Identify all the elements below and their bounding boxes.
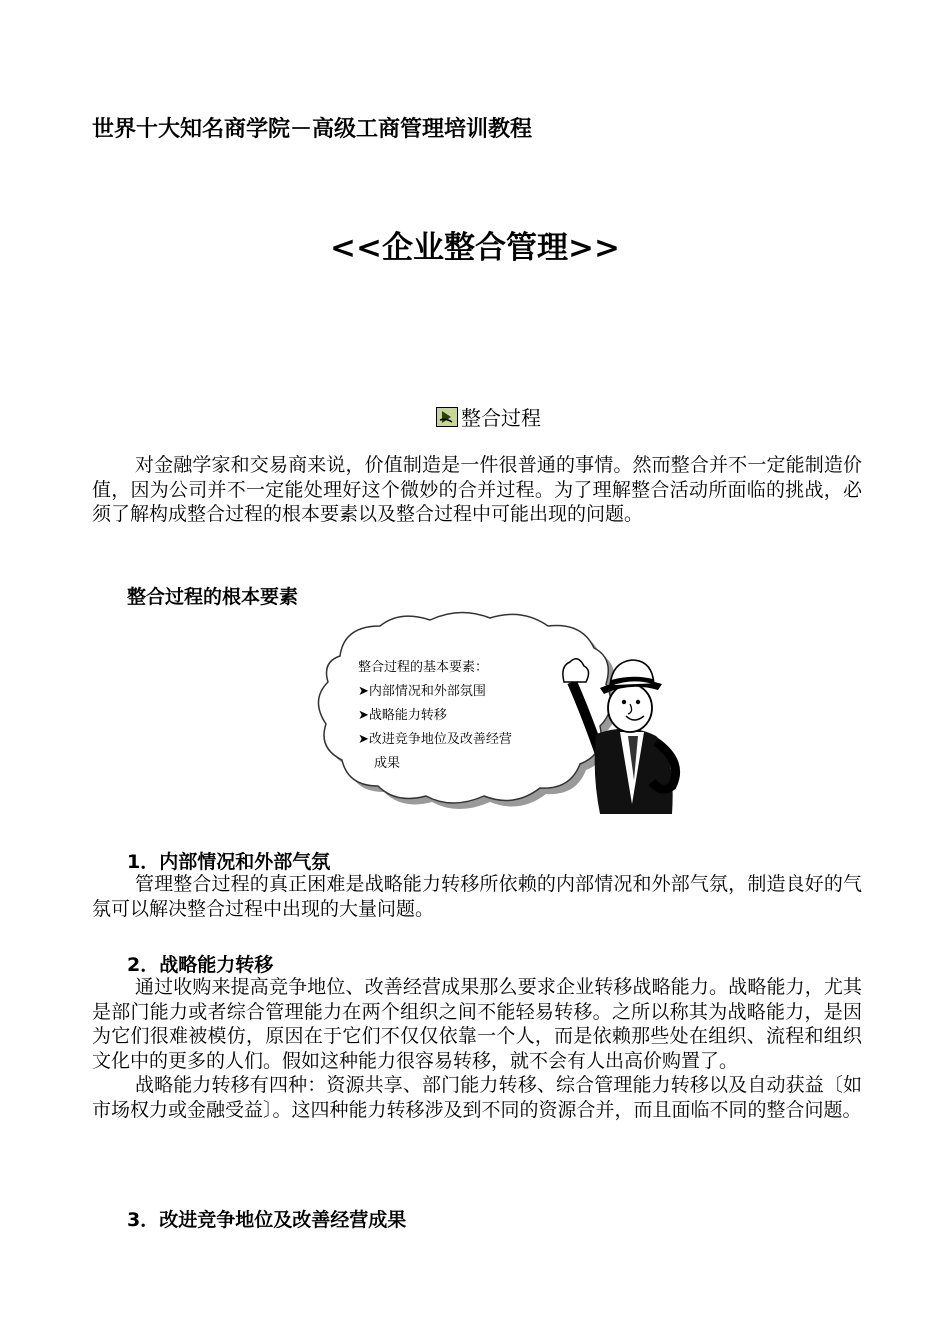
item-heading-3: 3．改进竞争地位及改善经营成果 <box>127 1209 407 1231</box>
series-title: 世界十大知名商学院－高级工商管理培训教程 <box>92 117 533 142</box>
cloud-item: ➤内部情况和外部氛围 <box>358 684 486 699</box>
item-heading-1: 1．内部情况和外部气氛 <box>127 851 331 873</box>
cloud-item: ➤战略能力转移 <box>358 708 447 723</box>
item-heading-2: 2．战略能力转移 <box>127 954 274 976</box>
item-paragraph: 管理整合过程的真正困难是战略能力转移所依赖的内部情况和外部气氛，制造良好的气氛可以解决整合过程中出现的大量问题。 <box>92 873 862 920</box>
cloud-text <box>358 656 512 776</box>
item-body-1 <box>92 872 862 921</box>
intro-paragraph <box>92 453 862 527</box>
cloud-caption: 整合过程的基本要素： <box>358 660 489 675</box>
elements-illustration <box>300 604 700 820</box>
section-heading-text: 整合过程 <box>461 406 541 430</box>
cloud-item: 成果 <box>374 756 401 771</box>
item-paragraph: 战略能力转移有四种：资源共享、部门能力转移、综合管理能力转移以及自动获益〔如市场权力或金融受益〕。这四种能力转移涉及到不同的资源合并，而且面临不同的整合问题。 <box>92 1074 862 1121</box>
document-title: <<企业整合管理>> <box>330 230 620 266</box>
item-paragraph: 通过收购来提高竞争地位、改善经营成果那么要求企业转移战略能力。战略能力，尤其是部门能力或者综合管理能力在两个组织之间不能轻易转移。之所以称其为战略能力，是因为它们很难被模仿，原因在于它们不仅仅依靠一个人，而是依赖那些处在组织、流程和组织文化中的更多的人们。假如这种能力很容易转移，就不会有人出高价购置了。 <box>92 976 862 1072</box>
cloud-item: ➤改进竞争地位及改善经营 <box>358 732 512 747</box>
section-heading <box>436 402 541 431</box>
intro-text: 对金融学家和交易商来说，价值制造是一件很普通的事情。然而整合并不一定能制造价值，因为公司并不一定能处理好这个微妙的合并过程。为了理解整合活动所面临的挑战，必须了解构成整合过程的根本要素以及整合过程中可能出现的问题。 <box>92 454 862 525</box>
arrow-icon <box>436 407 458 427</box>
elements-heading: 整合过程的根本要素 <box>127 586 299 608</box>
item-body-2 <box>92 975 862 1122</box>
